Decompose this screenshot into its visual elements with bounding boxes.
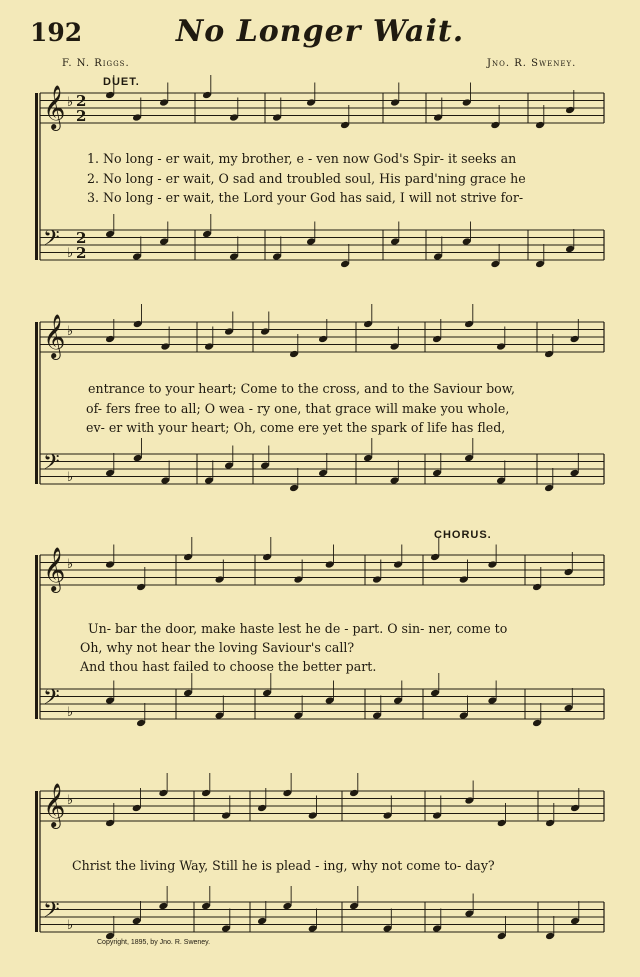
bass-clef-icon: 𝄢 [43, 685, 60, 715]
bass-clef-icon: 𝄢 [43, 226, 60, 256]
music-credit: Jno. R. Sweney. [487, 58, 577, 69]
flat-icon: ♭ [67, 918, 74, 933]
treble-clef-icon: 𝄞 [43, 314, 66, 358]
treble-clef-icon: 𝄞 [43, 547, 66, 591]
time-signature: 2 [76, 244, 87, 262]
system-bracket [35, 555, 38, 719]
duet-label: DUET. [103, 76, 140, 88]
time-signature: 2 [76, 92, 87, 110]
lyric-line: And thou hast failed to choose the better part. [80, 659, 377, 674]
treble-clef-icon: 𝄞 [43, 783, 66, 827]
system-bracket [35, 791, 38, 932]
bass-clef-icon: 𝄢 [43, 898, 60, 928]
lyric-line: 2. No long - er wait, O sad and troubled soul, His pard'ning grace he [87, 171, 526, 186]
lyric-line: of- fers free to all; O wea - ry one, that grace will make you whole, [86, 401, 510, 416]
flat-icon: ♭ [67, 246, 74, 261]
lyric-line: Oh, why not hear the loving Saviour's call? [80, 640, 355, 655]
lyric-line: Un- bar the door, make haste lest he de - part. O sin- ner, come to [88, 621, 508, 636]
bass-clef-icon: 𝄢 [43, 450, 60, 480]
system-bracket [35, 93, 38, 260]
time-signature: 2 [76, 107, 87, 125]
page-number: 192 [30, 18, 83, 47]
flat-icon: ♭ [67, 324, 74, 339]
words-credit: F. N. Riggs. [62, 58, 130, 69]
flat-icon: ♭ [67, 95, 74, 110]
flat-icon: ♭ [67, 470, 74, 485]
lyric-line: 3. No long - er wait, the Lord your God has said, I will not strive for- [87, 190, 524, 205]
lyric-line: Christ the living Way, Still he is plead - ing, why not come to- day? [72, 858, 495, 873]
treble-clef-icon: 𝄞 [43, 85, 66, 129]
lyric-line: 1. No long - er wait, my brother, e - ven now God's Spir- it seeks an [87, 151, 517, 166]
hymn-title: No Longer Wait. [175, 14, 465, 49]
flat-icon: ♭ [67, 705, 74, 720]
system-bracket [35, 322, 38, 484]
time-signature: 2 [76, 229, 87, 247]
flat-icon: ♭ [67, 793, 74, 808]
lyric-line: entrance to your heart; Come to the cross, and to the Saviour bow, [88, 381, 516, 396]
chorus-label: CHORUS. [434, 529, 492, 541]
copyright-notice: Copyright, 1895, by Jno. R. Sweney. [97, 939, 211, 946]
lyric-line: ev- er with your heart; Oh, come ere yet the spark of life has fled, [86, 420, 506, 435]
flat-icon: ♭ [67, 557, 74, 572]
